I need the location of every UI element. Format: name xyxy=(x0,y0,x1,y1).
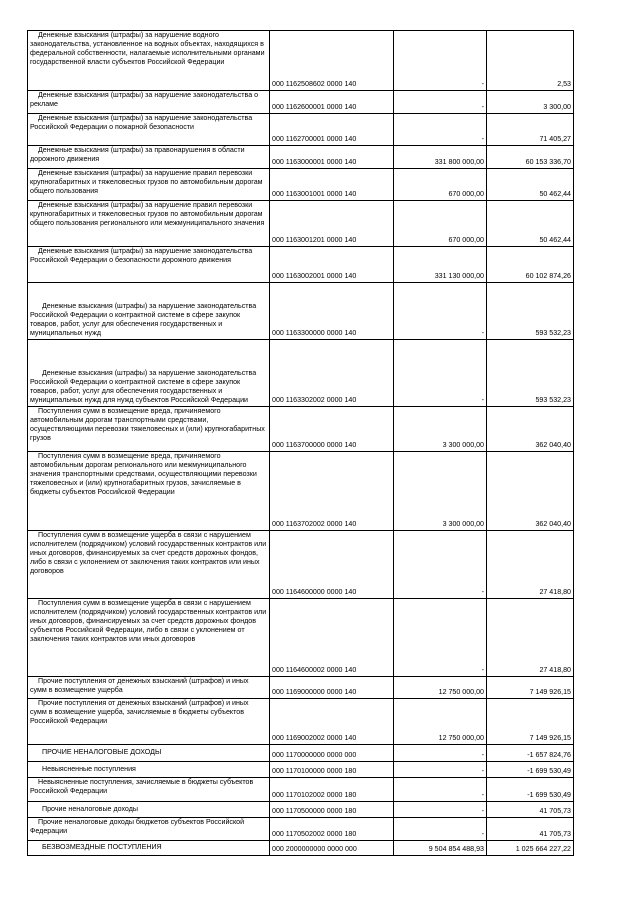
table-row xyxy=(28,677,574,699)
row-fact: 50 462,44 xyxy=(487,201,574,247)
row-plan: - xyxy=(394,531,487,599)
row-code: 000 2000000000 0000 000 xyxy=(270,841,394,856)
row-plan: - xyxy=(394,802,487,818)
row-fact: 362 040,40 xyxy=(487,452,574,531)
row-name: Денежные взыскания (штрафы) за нарушение законодательства Российской Федерации о безопасности дорожного движения xyxy=(28,247,270,283)
row-fact: -1 699 530,49 xyxy=(487,762,574,778)
row-plan: 670 000,00 xyxy=(394,169,487,201)
revenue-table xyxy=(27,30,574,856)
row-code: 000 1170500000 0000 180 xyxy=(270,802,394,818)
row-name: Прочие неналоговые доходы бюджетов субъектов Российской Федерации xyxy=(28,818,270,841)
table-row xyxy=(28,762,574,778)
row-plan: 3 300 000,00 xyxy=(394,452,487,531)
row-plan: - xyxy=(394,283,487,340)
row-code: 000 1163002001 0000 140 xyxy=(270,247,394,283)
table-row xyxy=(28,31,574,91)
row-fact: 1 025 664 227,22 xyxy=(487,841,574,856)
row-plan: 331 130 000,00 xyxy=(394,247,487,283)
row-name: Поступления сумм в возмещение вреда, причиняемого автомобильным дорогам регионального или межмуниципального значения транспортными средствами, осуществляющими перевозки тяжеловесных и (или) крупногабаритных грузов, зачисляемые в бюджеты субъектов Российской Федерации xyxy=(28,452,270,531)
row-code: 000 1162600001 0000 140 xyxy=(270,91,394,114)
row-name: Денежные взыскания (штрафы) за нарушение законодательства Российской Федерации о контрактной системе в сфере закупок товаров, работ, услуг для обеспечения государственных и муниципальных нужд xyxy=(28,283,270,340)
row-fact: 27 418,80 xyxy=(487,599,574,677)
row-name: Денежные взыскания (штрафы) за правонарушения в области дорожного движения xyxy=(28,146,270,169)
row-plan: 331 800 000,00 xyxy=(394,146,487,169)
row-plan: 12 750 000,00 xyxy=(394,699,487,745)
row-fact: 71 405,27 xyxy=(487,114,574,146)
row-code: 000 1169000000 0000 140 xyxy=(270,677,394,699)
row-name: БЕЗВОЗМЕЗДНЫЕ ПОСТУПЛЕНИЯ xyxy=(28,841,270,856)
row-plan: - xyxy=(394,745,487,762)
row-fact: 41 705,73 xyxy=(487,818,574,841)
row-code: 000 1163000001 0000 140 xyxy=(270,146,394,169)
table-row xyxy=(28,407,574,452)
row-name: Поступления сумм в возмещение ущерба в связи с нарушением исполнителем (подрядчиком) условий государственных контрактов или иных договоров, финансируемых за счет средств дорожных фондов, либо в связи с уклонением от заключения таких контрактов или иных договоров xyxy=(28,531,270,599)
row-code: 000 1163001001 0000 140 xyxy=(270,169,394,201)
row-code: 000 1169002002 0000 140 xyxy=(270,699,394,745)
row-code: 000 1170102002 0000 180 xyxy=(270,778,394,802)
row-plan: - xyxy=(394,91,487,114)
row-code: 000 1164600000 0000 140 xyxy=(270,531,394,599)
row-code: 000 1163300000 0000 140 xyxy=(270,283,394,340)
row-fact: 41 705,73 xyxy=(487,802,574,818)
table-row xyxy=(28,599,574,677)
table-row xyxy=(28,201,574,247)
row-fact: 7 149 926,15 xyxy=(487,699,574,745)
row-code: 000 1170502002 0000 180 xyxy=(270,818,394,841)
row-fact: 60 102 874,26 xyxy=(487,247,574,283)
table-row xyxy=(28,802,574,818)
row-plan: - xyxy=(394,762,487,778)
row-plan: - xyxy=(394,778,487,802)
row-name: Прочие неналоговые доходы xyxy=(28,802,270,818)
row-name: Денежные взыскания (штрафы) за нарушение законодательства о рекламе xyxy=(28,91,270,114)
row-fact: 50 462,44 xyxy=(487,169,574,201)
row-code: 000 1170100000 0000 180 xyxy=(270,762,394,778)
table-row xyxy=(28,169,574,201)
row-name: Поступления сумм в возмещение вреда, причиняемого автомобильным дорогам транспортными средствами, осуществляющими перевозки тяжеловесных и (или) крупногабаритных грузов xyxy=(28,407,270,452)
table-row xyxy=(28,841,574,856)
row-plan: - xyxy=(394,599,487,677)
table-row xyxy=(28,531,574,599)
row-code: 000 1163001201 0000 140 xyxy=(270,201,394,247)
table-row xyxy=(28,818,574,841)
row-fact: 60 153 336,70 xyxy=(487,146,574,169)
row-code: 000 1162508602 0000 140 xyxy=(270,31,394,91)
row-plan: 3 300 000,00 xyxy=(394,407,487,452)
row-code: 000 1162700001 0000 140 xyxy=(270,114,394,146)
row-code: 000 1163702002 0000 140 xyxy=(270,452,394,531)
row-code: 000 1170000000 0000 000 xyxy=(270,745,394,762)
row-name: Денежные взыскания (штрафы) за нарушение правил перевозки крупногабаритных и тяжеловесных грузов по автомобильным дорогам общего пользования регионального или межмуниципального значения xyxy=(28,201,270,247)
table-row xyxy=(28,340,574,407)
row-name: Прочие поступления от денежных взысканий (штрафов) и иных сумм в возмещение ущерба, зачисляемые в бюджеты субъектов Российской Федерации xyxy=(28,699,270,745)
row-plan: 9 504 854 488,93 xyxy=(394,841,487,856)
table-row xyxy=(28,699,574,745)
table-row xyxy=(28,778,574,802)
row-fact: -1 699 530,49 xyxy=(487,778,574,802)
table-row xyxy=(28,745,574,762)
row-fact: 593 532,23 xyxy=(487,340,574,407)
row-name: Прочие поступления от денежных взысканий (штрафов) и иных сумм в возмещение ущерба xyxy=(28,677,270,699)
row-fact: -1 657 824,76 xyxy=(487,745,574,762)
row-name: Денежные взыскания (штрафы) за нарушение законодательства Российской Федерации о контрактной системе в сфере закупок товаров, работ, услуг для обеспечения государственных и муниципальных нужд для нужд субъектов Российской Федерации xyxy=(28,340,270,407)
row-fact: 2,53 xyxy=(487,31,574,91)
row-name: Невыясненные поступления, зачисляемые в бюджеты субъектов Российской Федерации xyxy=(28,778,270,802)
row-plan: - xyxy=(394,31,487,91)
row-plan: - xyxy=(394,114,487,146)
row-code: 000 1164600002 0000 140 xyxy=(270,599,394,677)
row-name: Денежные взыскания (штрафы) за нарушение водного законодательства, установленное на водных объектах, находящихся в федеральной собственности, налагаемые исполнительными органами государственной власти субъектов Российской Федерации xyxy=(28,31,270,91)
table-row xyxy=(28,452,574,531)
row-code: 000 1163700000 0000 140 xyxy=(270,407,394,452)
table-row xyxy=(28,146,574,169)
row-plan: - xyxy=(394,340,487,407)
row-name: Денежные взыскания (штрафы) за нарушение законодательства Российской Федерации о пожарной безопасности xyxy=(28,114,270,146)
row-fact: 593 532,23 xyxy=(487,283,574,340)
row-name: ПРОЧИЕ НЕНАЛОГОВЫЕ ДОХОДЫ xyxy=(28,745,270,762)
row-fact: 27 418,80 xyxy=(487,531,574,599)
row-fact: 362 040,40 xyxy=(487,407,574,452)
row-plan: 12 750 000,00 xyxy=(394,677,487,699)
table-row xyxy=(28,283,574,340)
row-plan: - xyxy=(394,818,487,841)
row-name: Поступления сумм в возмещение ущерба в связи с нарушением исполнителем (подрядчиком) условий государственных контрактов или иных договоров, финансируемых за счет средств дорожных фондов субъектов Российской Федерации, либо в связи с уклонением от заключения таких контрактов или иных договоров xyxy=(28,599,270,677)
table-row xyxy=(28,247,574,283)
table-row xyxy=(28,114,574,146)
table-row xyxy=(28,91,574,114)
row-name: Невыясненные поступления xyxy=(28,762,270,778)
row-fact: 7 149 926,15 xyxy=(487,677,574,699)
row-code: 000 1163302002 0000 140 xyxy=(270,340,394,407)
row-plan: 670 000,00 xyxy=(394,201,487,247)
row-name: Денежные взыскания (штрафы) за нарушение правил перевозки крупногабаритных и тяжеловесных грузов по автомобильным дорогам общего пользования xyxy=(28,169,270,201)
row-fact: 3 300,00 xyxy=(487,91,574,114)
